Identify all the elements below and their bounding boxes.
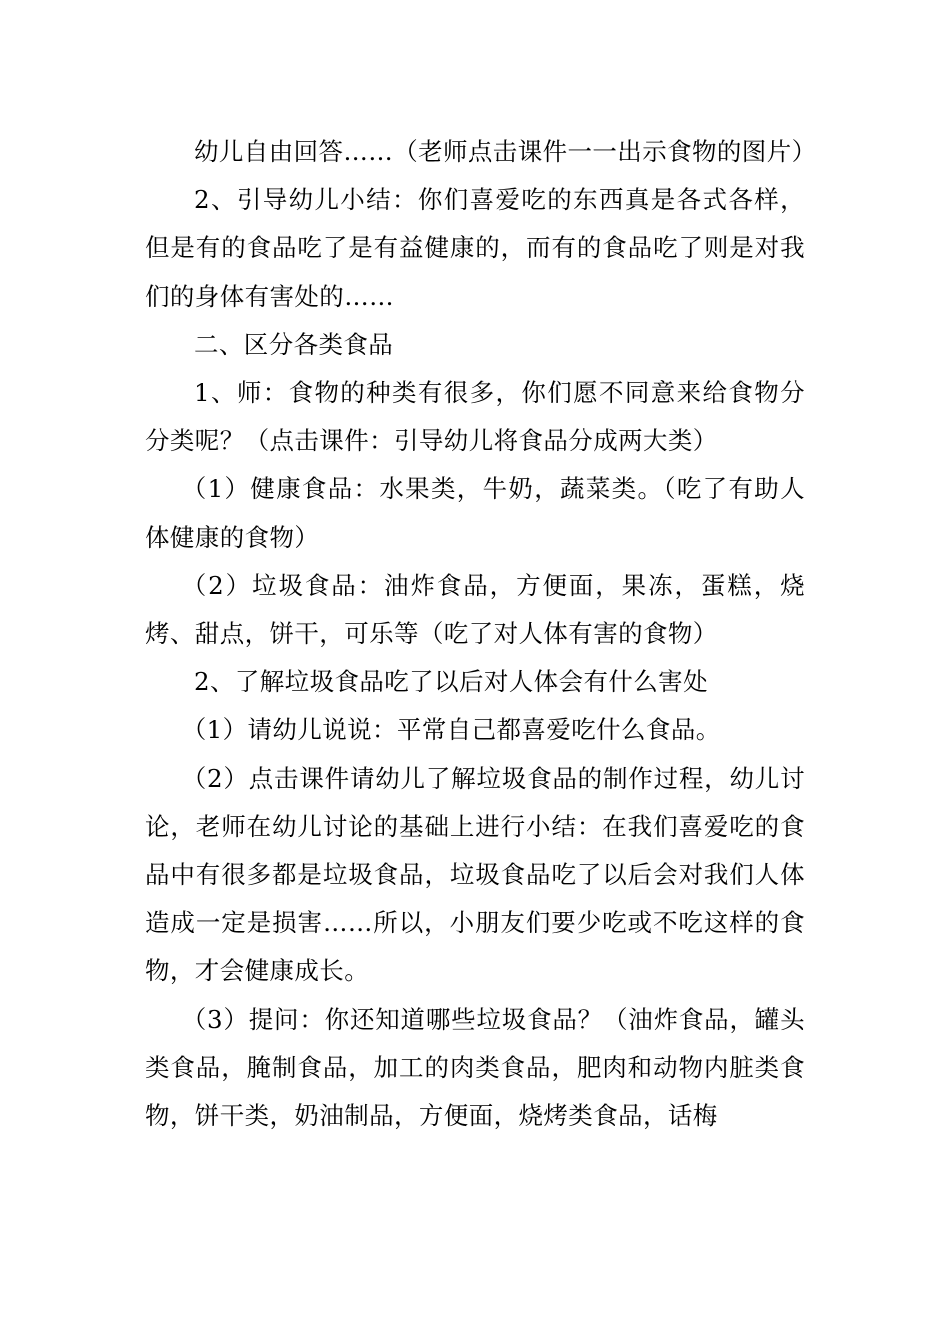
paragraph-classify-foods: 1、师：食物的种类有很多，你们愿不同意来给食物分分类呢？（点击课件：引导幼儿将食品分成两大类） [145,378,805,456]
paragraph-guide-summary: 2、引导幼儿小结：你们喜爱吃的东西真是各式各样，但是有的食品吃了是有益健康的，而有的食品吃了则是对我们的身体有害处的…… [145,185,805,311]
paragraph-children-share: （1）请幼儿说说：平常自己都喜爱吃什么食品。 [181,715,721,745]
paragraph-question-junk-foods: （3）提问：你还知道哪些垃圾食品？（油炸食品，罐头类食品，腌制食品，加工的肉类食品，肥肉和动物内脏类食物，饼干类，奶油制品，方便面，烧烤类食品，话梅 [145,1004,805,1131]
paragraph-production-process: （2）点击课件请幼儿了解垃圾食品的制作过程，幼儿讨论，老师在幼儿讨论的基础上进行小结：在我们喜爱吃的食品中有很多都是垃圾食品，垃圾食品吃了以后会对我们人体造成一定是损害……所以，小朋友们要少吃或不吃这样的食物，才会健康成长。 [145,763,805,986]
paragraph-junk-foods: （2）垃圾食品：油炸食品，方便面，果冻，蛋糕，烧烤、甜点，饼干，可乐等（吃了对人体有害的食物） [145,570,805,649]
document-body [145,128,817,1140]
paragraph-free-answer: 幼儿自由回答……（老师点击课件一一出示食物的图片） [194,137,817,166]
section-heading-classify-foods: 二、区分各类食品 [194,329,394,359]
paragraph-healthy-foods: （1）健康食品：水果类，牛奶，蔬菜类。（吃了有助人体健康的食物） [145,474,805,552]
paragraph-junk-food-harm: 2、了解垃圾食品吃了以后对人体会有什么害处 [194,667,708,697]
